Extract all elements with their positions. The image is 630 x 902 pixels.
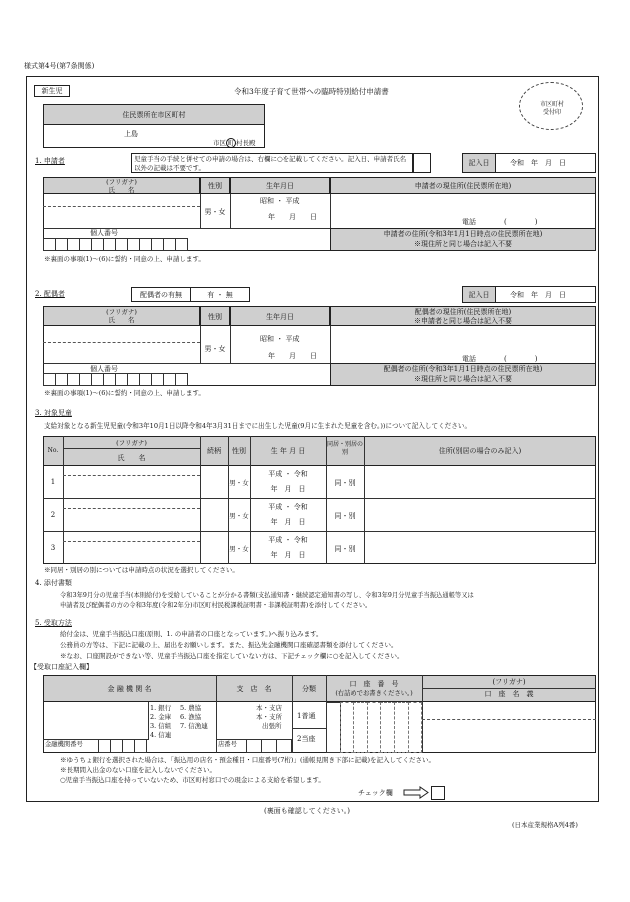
s2-heading: 2. 配偶者 — [35, 290, 65, 298]
s3-row[interactable]: 2 男・女 平成 ・ 令和 年 月 日 同・別 — [43, 499, 596, 532]
branch-code-digits[interactable] — [246, 739, 292, 753]
newborn-badge: 新生児 — [34, 85, 70, 97]
form-title: 令和3年度子育て世帯への臨時特別給付申請書 — [234, 87, 389, 96]
digit-cell[interactable] — [175, 238, 188, 251]
arrow-right-icon — [403, 786, 429, 799]
digit-cell[interactable] — [261, 739, 277, 753]
s4-heading: 4. 添付書類 — [35, 579, 72, 587]
s1-furigana-line — [43, 206, 200, 207]
circled-town: 町 — [227, 139, 235, 147]
account-number-digits[interactable] — [326, 702, 422, 753]
digit-cell[interactable] — [175, 373, 188, 386]
s1-era-select[interactable]: 昭和 ・ 平成 — [260, 197, 300, 205]
digit-cell[interactable] — [276, 739, 292, 753]
s1-date-label: 記入日 — [462, 153, 496, 173]
s3-row[interactable]: 3 男・女 平成 ・ 令和 年 月 日 同・別 — [50, 536, 356, 559]
reverse-side-note: (裏面も確認してください。) — [264, 807, 350, 815]
s1-circle-cell[interactable] — [413, 153, 431, 173]
digit-cell[interactable] — [408, 702, 423, 753]
s3-row[interactable]: 1 男・女 平成 ・ 令和 年 月 日 同・別 — [43, 466, 596, 499]
s2-gender-select[interactable]: 男・女 — [204, 345, 226, 353]
digit-cell[interactable] — [246, 739, 262, 753]
cash-payment-check-box[interactable] — [431, 786, 445, 800]
s1-date-field[interactable]: 令和 年 月 日 — [495, 153, 596, 173]
form-number: 様式第4号(第7条関係) — [24, 62, 95, 70]
account-box-label: 【受取口座記入欄】 — [30, 663, 93, 671]
s1-id-digits[interactable] — [43, 238, 187, 251]
account-type-current[interactable]: 2当座 — [297, 735, 316, 743]
s2-has-spouse-select[interactable]: 有 ・ 無 — [190, 287, 250, 302]
digit-cell[interactable] — [380, 702, 395, 753]
paper-size-note: (日本産業規格A列4番) — [512, 821, 578, 829]
s3-heading: 3. 対象児童 — [35, 409, 72, 417]
s1-heading: 1. 申請者 — [35, 157, 65, 165]
branch-type-options[interactable]: 本・支店 本・支所 出張所 — [256, 704, 282, 730]
account-type-ordinary[interactable]: 1普通 — [297, 712, 316, 720]
bank-type-options[interactable]: 1. 銀行 5. 農協 2. 金庫 6. 漁協 3. 信組 7. 信漁連 4. 信連 — [150, 704, 208, 739]
s2-id-digits[interactable] — [43, 373, 187, 386]
reception-stamp: 市区町村 受付印 — [519, 82, 583, 130]
digit-cell[interactable] — [340, 702, 355, 753]
digit-cell[interactable] — [326, 702, 341, 753]
digit-cell[interactable] — [367, 702, 382, 753]
s2-date-field[interactable]: 令和 年 月 日 — [495, 286, 596, 303]
s1-gender-select[interactable]: 男・女 — [204, 208, 226, 216]
s2-era-select[interactable]: 昭和 ・ 平成 — [260, 335, 300, 343]
municipality-suffix: 市区 町 村長殿 — [213, 139, 256, 147]
s5-heading: 5. 受取方法 — [35, 619, 72, 627]
digit-cell[interactable] — [394, 702, 409, 753]
bank-code-digits[interactable] — [98, 739, 148, 753]
digit-cell[interactable] — [134, 739, 147, 753]
digit-cell[interactable] — [353, 702, 368, 753]
municipality-name: 上島 — [124, 130, 138, 138]
